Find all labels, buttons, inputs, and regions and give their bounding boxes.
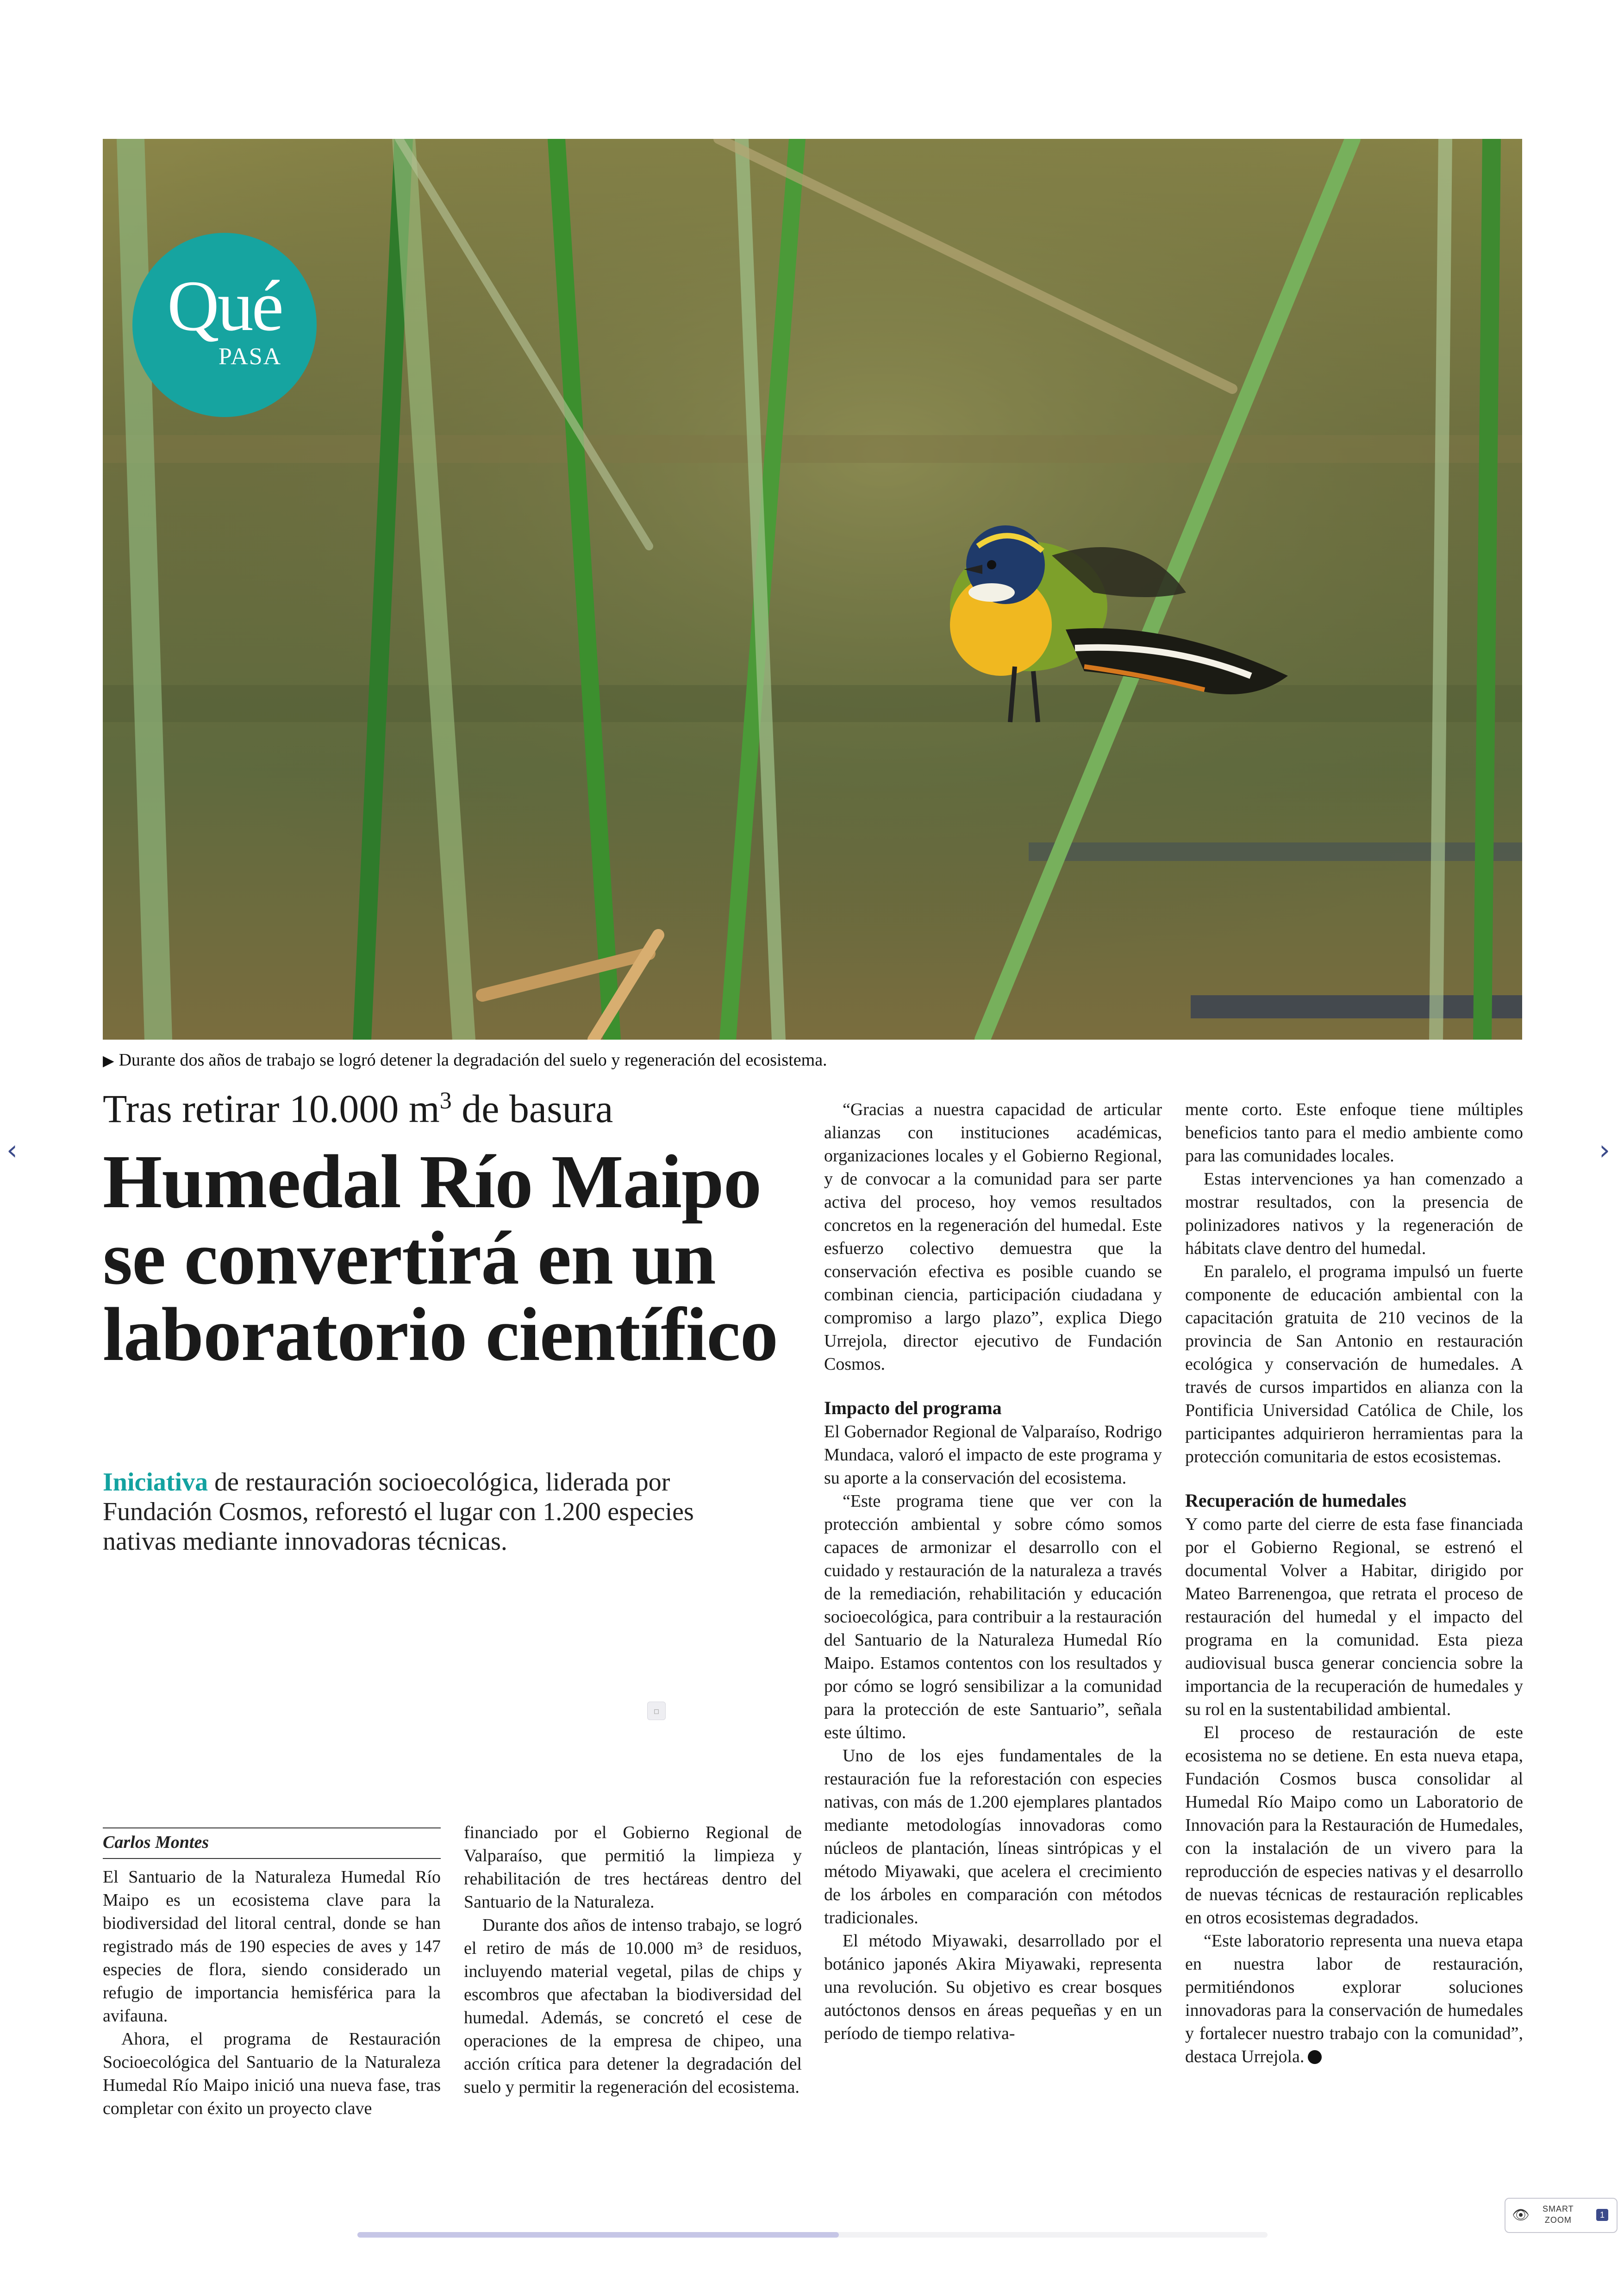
- column-4: [1185, 1098, 1523, 2068]
- headline: Humedal Río Maipo se convertirá en un laboratorio científico: [103, 1139, 778, 1377]
- paragraph: El método Miyawaki, desarrollado por el botánico japonés Akira Miyawaki, representa una revolución. Su objetivo es crear bosques autóctonos densos en áreas pequeñas y en un período de tiempo relativa-: [824, 1931, 1162, 2043]
- ad-marker-icon[interactable]: ▫: [647, 1702, 666, 1720]
- paragraph: El proceso de restauración de este ecosistema no se detiene. En esta nueva etapa, Fundación Cosmos busca consolidar al Humedal Río Maipo como un Laboratorio de Innovación para la Restauración de Humedales, con la instalación de un vivero para la reproducción de especies nativas y el desarrollo de nuevas técnicas de restauración replicables en otros ecosistemas degradados.: [1185, 1723, 1523, 1927]
- caption-arrow-icon: ▶: [103, 1052, 114, 1069]
- photo-caption: [103, 1050, 1522, 1070]
- paragraph: “Este programa tiene que ver con la protección ambiental y sobre cómo somos capaces de armonizar el desarrollo con el cuidado y restauración de la naturaleza a través de la remediación, rehabilitación y educación socioecológica, para contribuir a la restauración del Santuario de la Naturaleza Humedal Río Maipo. Estamos contentos con los resultados y por cómo se logró sensibilizar a la comunidad para la protección de este Santuario”, señala este último.: [824, 1491, 1162, 1742]
- smart-zoom-button[interactable]: [1505, 2198, 1618, 2233]
- lede: [103, 1467, 714, 1556]
- paragraph: El Gobernador Regional de Valparaíso, Rodrigo Mundaca, valoró el impacto de este programa y su aporte a la conservación del ecosistema.: [824, 1422, 1162, 1488]
- paragraph: Y como parte del cierre de esta fase financiada por el Gobierno Regional, se estrenó el documental Volver a Habitar, dirigido por Mateo Barrenengoa, que retrata el proceso de restauración del humedal y el impacto del programa en la comunidad. Esta pieza audiovisual busca generar conciencia sobre la importancia de la recuperación de humedales y su rol en la sustentabilidad ambiental.: [1185, 1515, 1523, 1719]
- smart-zoom-badge: 1: [1596, 2209, 1608, 2221]
- paragraph: “Gracias a nuestra capacidad de articular alianzas con instituciones académicas, organizaciones locales y el Gobierno Regional, y de convocar a la comunidad para ser parte activa del proceso, hoy vemos resultados concretos en la regeneración del humedal. Este esfuerzo colectivo demuestra que la conservación efectiva es posible cuando se combinan ciencia, participación ciudadana y compromiso a largo plazo”, explica Diego Urrejola, director ejecutivo de Fundación Cosmos.: [824, 1100, 1162, 1374]
- next-page-button[interactable]: ›: [1599, 1134, 1610, 1166]
- kicker-text: Tras retirar 10.000 m: [103, 1086, 440, 1131]
- kicker-tail: de basura: [451, 1086, 613, 1131]
- prev-page-button[interactable]: ‹: [6, 1134, 18, 1166]
- paragraph: En paralelo, el programa impulsó un fuerte componente de educación ambiental con la capacitación gratuita de 210 vecinos de la provincia de San Antonio en restauración ecológica y conservación de humedales. A través de cursos impartidos en alianza con la Pontificia Universidad Católica de Chile, los participantes adquirieron herramientas para la protección comunitaria de estos ecosistemas.: [1185, 1262, 1523, 1466]
- que-pasa-badge: [132, 233, 317, 417]
- eye-icon: 👁: [1512, 2207, 1530, 2223]
- kicker-sup: 3: [439, 1087, 452, 1114]
- badge-subtitle: PASA: [219, 343, 282, 370]
- column-3: [824, 1098, 1162, 2045]
- column-1: [103, 1865, 441, 2120]
- smart-zoom-label: SMART ZOOM: [1543, 2204, 1574, 2225]
- section-heading: Recuperación de humedales: [1185, 1490, 1406, 1511]
- paragraph: mente corto. Este enfoque tiene múltiples beneficios tanto para el medio ambiente como para las comunidades locales.: [1185, 1100, 1523, 1166]
- end-of-article-icon: [1308, 2050, 1322, 2064]
- lede-text: de restauración socioecológica, liderada por Fundación Cosmos, reforestó el lugar con 1.200 especies nativas mediante innovadoras técnicas.: [103, 1468, 694, 1556]
- paragraph: Uno de los ejes fundamentales de la restauración fue la reforestación con especies nativas, con más de 1.200 ejemplares plantados mediante metodologías innovadoras como núcleos de plantación, líneas sintrópicas y el método Miyawaki, que acelera el crecimiento de los árboles en comparación con métodos tradicionales.: [824, 1746, 1162, 1927]
- paragraph: Estas intervenciones ya han comenzado a mostrar resultados, con la presencia de polinizadores nativos y la regeneración de hábitats clave dentro del humedal.: [1185, 1169, 1523, 1258]
- paragraph-text: “Este laboratorio representa una nueva etapa en nuestra labor de restauración, permitiéndonos explorar soluciones innovadoras para la conservación de humedales y fortalecer nuestro trabajo con la comunidad”, destaca Urrejola.: [1185, 1931, 1523, 2066]
- paragraph: Durante dos años de intenso trabajo, se logró el retiro de más de 10.000 m³ de residuos, incluyendo material vegetal, pilas de chips y escombros que afectaban la biodiversidad del humedal. Además, se concretó el cese de operaciones de la empresa de chipeo, una acción crítica para detener la degradación del suelo y permitir la regeneración del ecosistema.: [464, 1915, 802, 2097]
- badge-title: Qué: [167, 266, 282, 346]
- author-rule-bottom: [103, 1858, 441, 1859]
- page-scroll-thumb[interactable]: [357, 2232, 839, 2238]
- paragraph: El Santuario de la Naturaleza Humedal Río Maipo es un ecosistema clave para la biodiversidad del litoral central, donde se han registrado más de 190 especies de aves y 147 especies de flora, siendo considerado un refugio de importancia hemisférica para la avifauna.: [103, 1867, 441, 2026]
- author-rule-top: [103, 1827, 441, 1828]
- paragraph: [1185, 1929, 1523, 2068]
- section-heading: Impacto del programa: [824, 1397, 1002, 1418]
- author-byline: Carlos Montes: [103, 1833, 209, 1852]
- caption-text: Durante dos años de trabajo se logró detener la degradación del suelo y regeneración del ecosistema.: [119, 1050, 827, 1070]
- paragraph: Ahora, el programa de Restauración Socioecológica del Santuario de la Naturaleza Humedal Río Maipo inició una nueva fase, tras completar con éxito un proyecto clave: [103, 2029, 441, 2118]
- kicker: [103, 1086, 797, 1131]
- column-2: [464, 1821, 802, 2099]
- paragraph: financiado por el Gobierno Regional de Valparaíso, que permitió la limpieza y rehabilitación de tres hectáreas dentro del Santuario de la Naturaleza.: [464, 1823, 802, 1912]
- lede-highlight: Iniciativa: [103, 1468, 208, 1497]
